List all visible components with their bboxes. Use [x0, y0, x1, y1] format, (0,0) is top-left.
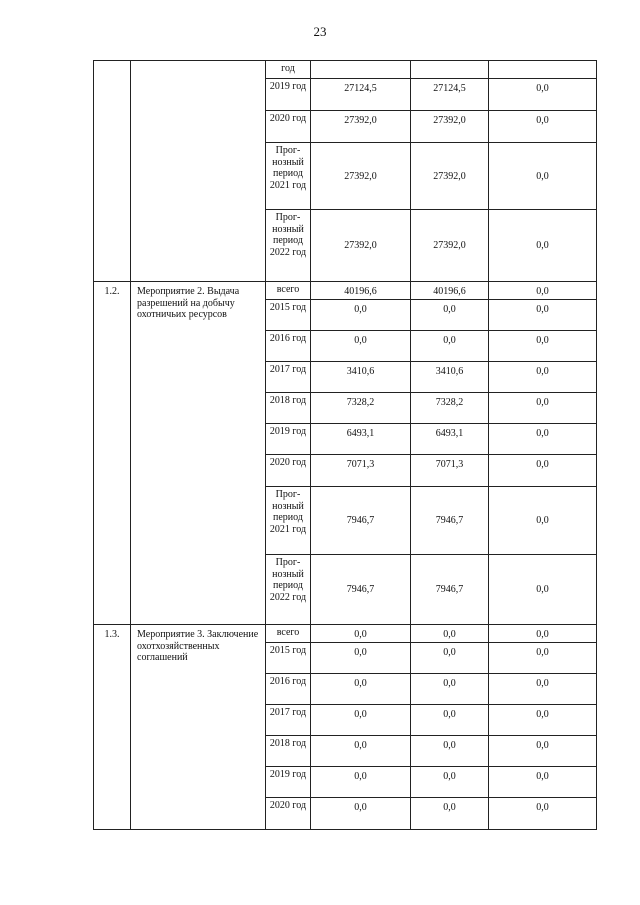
value-cell-1	[311, 210, 411, 282]
period-label: всего	[276, 627, 300, 638]
value-text: 0,0	[536, 584, 549, 595]
value-text: 0,0	[354, 740, 367, 751]
value-text: 27392,0	[433, 115, 466, 126]
value-cell-2	[411, 300, 489, 331]
activity-name: Мероприятие 3. Заключение охотхозяйственных соглашений	[137, 629, 259, 663]
value-text: 0,0	[536, 428, 549, 439]
value-cell-2	[411, 210, 489, 282]
period-label: 2019 год	[269, 769, 307, 780]
value-cell-2	[411, 79, 489, 111]
value-text: 0,0	[354, 771, 367, 782]
value-cell-2	[411, 767, 489, 798]
value-cell-1	[311, 798, 411, 830]
value-cell-1	[311, 625, 411, 643]
value-cell-1	[311, 643, 411, 674]
period-cell	[266, 424, 311, 455]
period-label: 2020 год	[269, 457, 307, 468]
row-number: 1.3.	[104, 629, 120, 640]
value-cell-2	[411, 424, 489, 455]
value-text: 0,0	[536, 678, 549, 689]
period-label: 2020 год	[269, 800, 307, 811]
period-cell	[266, 798, 311, 830]
value-text: 27392,0	[433, 240, 466, 251]
value-cell-1	[311, 282, 411, 300]
value-cell-1	[311, 362, 411, 393]
value-text: 7946,7	[435, 584, 464, 595]
value-text: 7328,2	[435, 397, 464, 408]
period-label: Прог-нозный период 2022 год	[269, 212, 307, 258]
period-label: 2017 год	[269, 364, 307, 375]
value-cell-2	[411, 455, 489, 487]
period-cell	[266, 300, 311, 331]
value-text: 6493,1	[435, 428, 464, 439]
value-text: 0,0	[536, 647, 549, 658]
row-number: 1.2.	[104, 286, 120, 297]
value-text: 40196,6	[344, 286, 377, 297]
value-text: 0,0	[354, 629, 367, 640]
value-text: 0,0	[536, 304, 549, 315]
value-cell-1	[311, 767, 411, 798]
value-cell-2	[411, 798, 489, 830]
value-cell-3	[489, 625, 597, 643]
period-cell	[266, 455, 311, 487]
value-text: 6493,1	[346, 428, 375, 439]
value-text: 0,0	[354, 335, 367, 346]
value-cell-2	[411, 487, 489, 555]
period-cell	[266, 79, 311, 111]
period-label: 2015 год	[269, 302, 307, 313]
period-label: 2019 год	[269, 81, 307, 92]
activity-name-cell	[131, 282, 266, 625]
value-cell-2	[411, 362, 489, 393]
period-cell	[266, 282, 311, 300]
value-cell-3	[489, 705, 597, 736]
value-cell-1	[311, 111, 411, 143]
value-cell-1	[311, 143, 411, 210]
period-label: Прог-нозный период 2022 год	[269, 557, 307, 603]
period-cell	[266, 705, 311, 736]
value-text: 3410,6	[346, 366, 375, 377]
period-label: 2016 год	[269, 333, 307, 344]
value-text: 0,0	[536, 740, 549, 751]
value-cell-3	[489, 61, 597, 79]
value-text: 7328,2	[346, 397, 375, 408]
value-text: 3410,6	[435, 366, 464, 377]
value-cell-3	[489, 736, 597, 767]
value-text: 0,0	[536, 802, 549, 813]
value-cell-3	[489, 798, 597, 830]
value-text: 27124,5	[344, 83, 377, 94]
value-text: 0,0	[443, 629, 456, 640]
value-cell-3	[489, 767, 597, 798]
value-text: 0,0	[536, 459, 549, 470]
period-label: 2015 год	[269, 645, 307, 656]
value-cell-2	[411, 111, 489, 143]
period-label: Прог-нозный период 2021 год	[269, 145, 307, 191]
value-cell-1	[311, 61, 411, 79]
budget-table	[93, 60, 597, 830]
table-row	[94, 625, 597, 643]
period-cell	[266, 111, 311, 143]
value-cell-2	[411, 674, 489, 705]
period-cell	[266, 487, 311, 555]
row-number-cell	[94, 282, 131, 625]
period-cell	[266, 393, 311, 424]
value-cell-1	[311, 736, 411, 767]
value-text: 0,0	[443, 304, 456, 315]
value-text: 0,0	[536, 115, 549, 126]
row-number-cell	[94, 625, 131, 830]
value-text: 0,0	[443, 740, 456, 751]
value-text: 0,0	[443, 771, 456, 782]
value-text: 7071,3	[435, 459, 464, 470]
table-row	[94, 61, 597, 79]
value-text: 0,0	[443, 678, 456, 689]
value-text: 27392,0	[344, 171, 377, 182]
value-text: 0,0	[536, 709, 549, 720]
value-text: 0,0	[536, 335, 549, 346]
value-text: 0,0	[536, 240, 549, 251]
period-cell	[266, 736, 311, 767]
value-cell-2	[411, 143, 489, 210]
value-text	[311, 61, 410, 65]
value-cell-1	[311, 331, 411, 362]
value-cell-2	[411, 282, 489, 300]
activity-name-cell	[131, 625, 266, 830]
value-cell-3	[489, 143, 597, 210]
period-cell	[266, 625, 311, 643]
value-text: 0,0	[536, 629, 549, 640]
value-cell-3	[489, 455, 597, 487]
value-text: 7946,7	[346, 584, 375, 595]
table-row	[94, 282, 597, 300]
value-text: 0,0	[536, 366, 549, 377]
value-cell-2	[411, 61, 489, 79]
value-text: 0,0	[536, 83, 549, 94]
value-text: 0,0	[536, 515, 549, 526]
value-cell-3	[489, 210, 597, 282]
value-text: 0,0	[443, 647, 456, 658]
period-label: год	[281, 63, 295, 74]
period-label: 2019 год	[269, 426, 307, 437]
period-cell	[266, 674, 311, 705]
value-cell-3	[489, 362, 597, 393]
value-cell-2	[411, 643, 489, 674]
value-cell-1	[311, 674, 411, 705]
period-cell	[266, 555, 311, 625]
row-number-cell	[94, 61, 131, 282]
value-cell-2	[411, 393, 489, 424]
period-cell	[266, 143, 311, 210]
value-cell-2	[411, 736, 489, 767]
value-text: 27124,5	[433, 83, 466, 94]
value-cell-1	[311, 455, 411, 487]
value-text	[489, 61, 596, 65]
period-label: 2018 год	[269, 738, 307, 749]
value-text: 40196,6	[433, 286, 466, 297]
value-text: 27392,0	[433, 171, 466, 182]
value-text: 0,0	[443, 802, 456, 813]
value-cell-3	[489, 487, 597, 555]
value-cell-3	[489, 555, 597, 625]
value-cell-3	[489, 393, 597, 424]
value-text: 27392,0	[344, 115, 377, 126]
period-label: Прог-нозный период 2021 год	[269, 489, 307, 535]
value-cell-2	[411, 705, 489, 736]
value-cell-3	[489, 674, 597, 705]
value-text: 7946,7	[346, 515, 375, 526]
value-text: 0,0	[443, 709, 456, 720]
period-label: всего	[276, 284, 300, 295]
period-label: 2018 год	[269, 395, 307, 406]
value-text: 0,0	[536, 397, 549, 408]
period-cell	[266, 331, 311, 362]
value-text: 0,0	[536, 286, 549, 297]
value-cell-1	[311, 300, 411, 331]
period-cell	[266, 61, 311, 79]
value-text: 0,0	[354, 678, 367, 689]
activity-name-cell	[131, 61, 266, 282]
value-cell-3	[489, 79, 597, 111]
value-cell-3	[489, 643, 597, 674]
value-text: 27392,0	[344, 240, 377, 251]
activity-name: Мероприятие 2. Выдача разрешений на добычу охотничьих ресурсов	[137, 286, 240, 320]
period-label: 2020 год	[269, 113, 307, 124]
value-cell-3	[489, 300, 597, 331]
value-text: 7946,7	[435, 515, 464, 526]
period-label: 2016 год	[269, 676, 307, 687]
value-cell-2	[411, 555, 489, 625]
period-cell	[266, 767, 311, 798]
value-cell-1	[311, 705, 411, 736]
value-text: 0,0	[354, 709, 367, 720]
value-cell-3	[489, 424, 597, 455]
period-cell	[266, 643, 311, 674]
period-cell	[266, 210, 311, 282]
value-text: 0,0	[354, 647, 367, 658]
value-text	[411, 61, 488, 65]
value-text: 0,0	[354, 304, 367, 315]
value-cell-1	[311, 79, 411, 111]
value-cell-1	[311, 424, 411, 455]
value-text: 0,0	[354, 802, 367, 813]
value-text: 0,0	[536, 771, 549, 782]
value-cell-3	[489, 282, 597, 300]
value-text: 0,0	[443, 335, 456, 346]
value-cell-2	[411, 331, 489, 362]
value-cell-2	[411, 625, 489, 643]
value-text: 0,0	[536, 171, 549, 182]
value-text: 7071,3	[346, 459, 375, 470]
value-cell-1	[311, 487, 411, 555]
value-cell-3	[489, 111, 597, 143]
period-cell	[266, 362, 311, 393]
page-number: 23	[313, 24, 327, 39]
value-cell-1	[311, 393, 411, 424]
period-label: 2017 год	[269, 707, 307, 718]
value-cell-3	[489, 331, 597, 362]
value-cell-1	[311, 555, 411, 625]
